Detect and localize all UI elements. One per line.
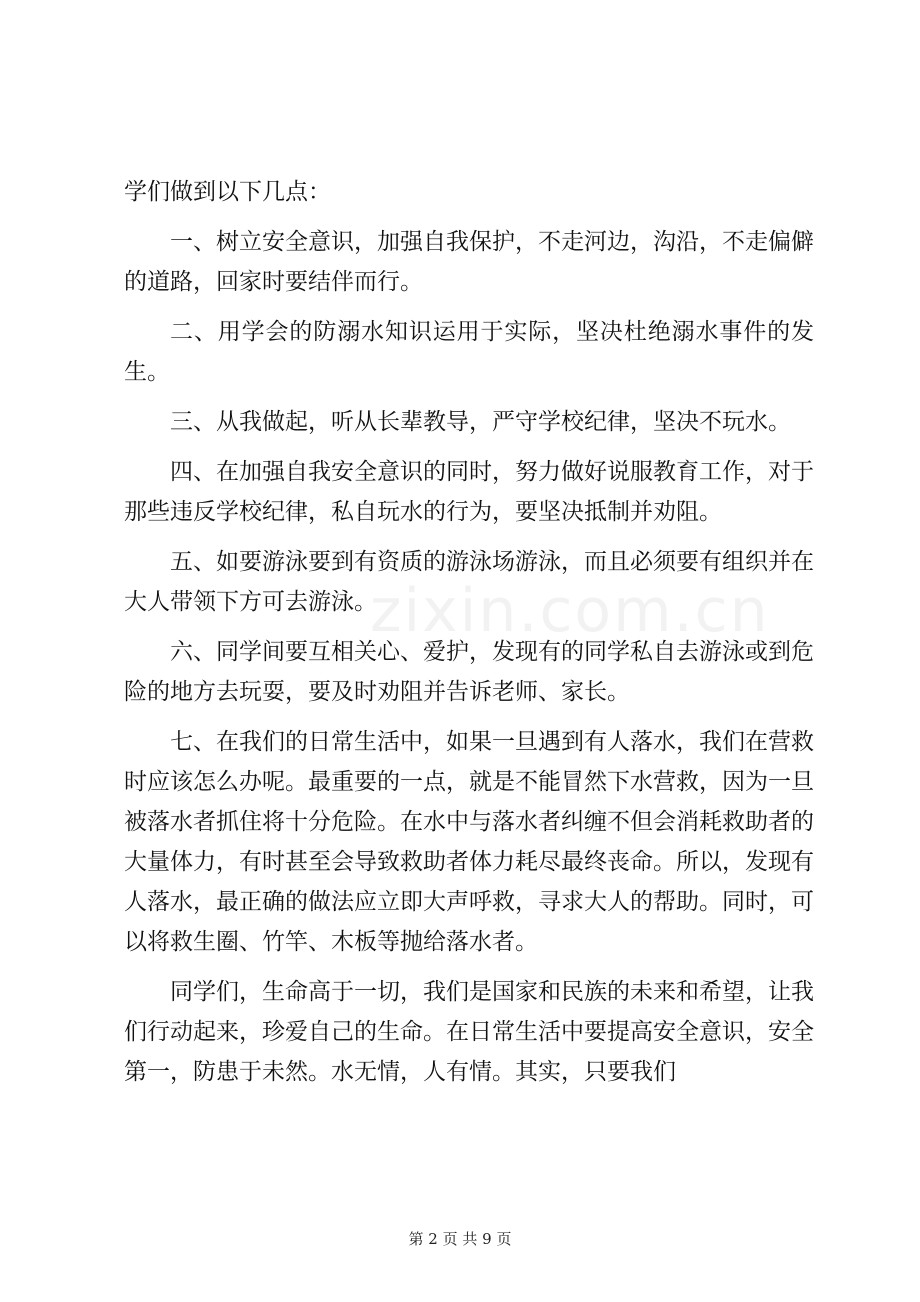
paragraph-point-3: 三、从我做起，听从长辈教导，严守学校纪律，坚决不玩水。	[170, 409, 791, 435]
paragraph-point-5: 五、如要游泳要到有资质的游泳场游泳，而且必须要有组织并在大人带领下方可去游泳。	[124, 549, 814, 615]
watermark: zixin.com.cn	[370, 576, 770, 646]
page-footer: 第 2 页 共 9 页	[408, 1230, 512, 1248]
paragraph-continuation: 学们做到以下几点：	[124, 179, 331, 205]
paragraph-point-7: 七、在我们的日常生活中，如果一旦遇到有人落水，我们在营救时应该怎么办呢。最重要的一点，就是不能冒然下水营救，因为一旦被落水者抓住将十分危险。在水中与落水者纠缠不但会消耗救助者的大量体力，有时甚至会导致救助者体力耗尽最终丧命。所以，发现有人落水，最正确的做法应立即大声呼救，寻求大人的帮助。同时，可以将救生圈、竹竿、木板等抛给落水者。	[124, 729, 814, 955]
paragraph-point-1: 一、树立安全意识，加强自我保护，不走河边，沟沿，不走偏僻的道路，回家时要结伴而行。	[124, 229, 814, 295]
paragraph-point-2: 二、用学会的防溺水知识运用于实际，坚决杜绝溺水事件的发生。	[124, 319, 814, 385]
paragraph-point-6: 六、同学间要互相关心、爱护，发现有的同学私自去游泳或到危险的地方去玩耍，要及时劝阻并告诉老师、家长。	[124, 639, 814, 705]
document-body	[124, 172, 814, 1102]
paragraph-closing: 同学们，生命高于一切，我们是国家和民族的未来和希望，让我们行动起来，珍爱自己的生命。在日常生活中要提高安全意识，安全第一，防患于未然。水无情，人有情。其实，只要我们	[124, 979, 814, 1085]
paragraph-point-4: 四、在加强自我安全意识的同时，努力做好说服教育工作，对于那些违反学校纪律，私自玩水的行为，要坚决抵制并劝阻。	[124, 459, 814, 525]
